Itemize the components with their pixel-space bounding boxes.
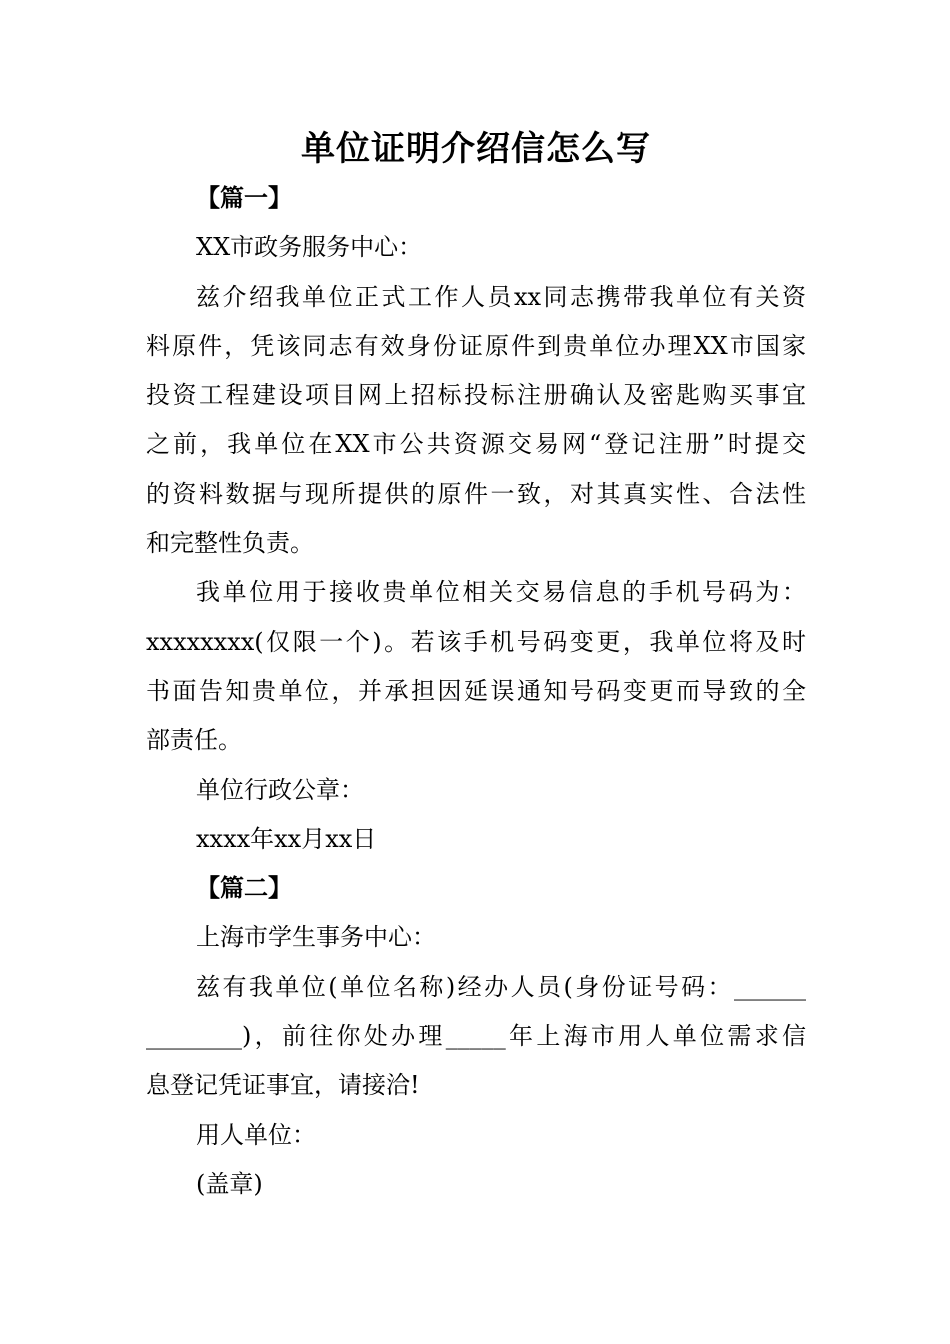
stamp-label: (盖章) bbox=[196, 1169, 263, 1198]
addressee: XX市政务服务中心： bbox=[196, 233, 423, 262]
paragraph-line: xxxxxxxx(仅限一个)。若该手机号码变更，我单位将及时 bbox=[146, 627, 806, 656]
paragraph-line: 兹有我单位(单位名称)经办人员(身份证号码：______ bbox=[196, 972, 806, 1001]
paragraph-line: 之前，我单位在XX市公共资源交易网“登记注册”时提交 bbox=[146, 430, 806, 459]
paragraph-line: 部责任。 bbox=[146, 726, 242, 755]
paragraph-line: 息登记凭证事宜，请接洽! bbox=[146, 1071, 420, 1100]
paragraph-line: 兹介绍我单位正式工作人员xx同志携带我单位有关资 bbox=[196, 282, 806, 311]
employer-label: 用人单位： bbox=[196, 1120, 316, 1149]
paragraph-line: 投资工程建设项目网上招标投标注册确认及密匙购买事宜 bbox=[146, 381, 806, 410]
paragraph-line: 我单位用于接收贵单位相关交易信息的手机号码为： bbox=[196, 578, 806, 607]
document-title: 单位证明介绍信怎么写 bbox=[301, 129, 651, 169]
section-heading: 【篇一】 bbox=[196, 184, 292, 212]
paragraph-line: 书面告知贵单位，并承担因延误通知号码变更而导致的全 bbox=[146, 676, 806, 705]
document-page bbox=[146, 124, 806, 1209]
paragraph-line: 和完整性负责。 bbox=[146, 529, 314, 558]
paragraph-line: ________)，前往你处办理_____年上海市用人单位需求信 bbox=[146, 1022, 806, 1051]
date-line: xxxx年xx月xx日 bbox=[196, 824, 377, 853]
section-heading: 【篇二】 bbox=[196, 874, 292, 903]
paragraph-line: 的资料数据与现所提供的原件一致，对其真实性、合法性 bbox=[146, 479, 806, 508]
addressee: 上海市学生事务中心： bbox=[196, 923, 436, 952]
seal-label: 单位行政公章： bbox=[196, 775, 364, 804]
paragraph-line: 料原件，凭该同志有效身份证原件到贵单位办理XX市国家 bbox=[146, 331, 806, 360]
